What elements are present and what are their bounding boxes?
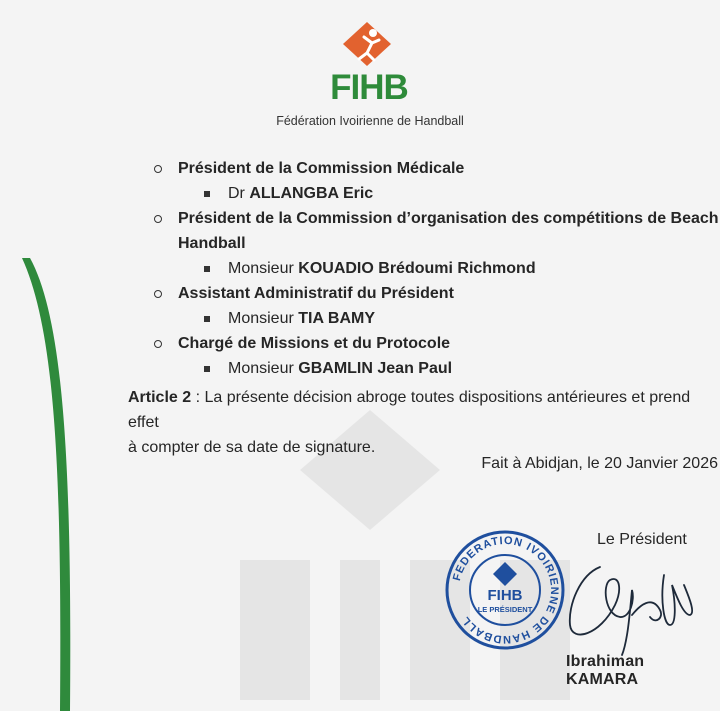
person-name: KOUADIO Brédoumi Richmond xyxy=(298,260,536,277)
person-name: GBAMLIN Jean Paul xyxy=(298,360,453,377)
document-body xyxy=(128,156,720,460)
person-title: Monsieur xyxy=(228,310,294,327)
person-title: Monsieur xyxy=(228,260,294,277)
stamp-inner-text: LE PRÉSIDENT xyxy=(477,605,533,614)
list-item xyxy=(128,331,720,356)
article-2 xyxy=(128,385,720,460)
official-stamp xyxy=(443,528,567,652)
person-title: Monsieur xyxy=(228,360,294,377)
stamp-center-text: FIHB xyxy=(487,587,523,604)
list-subitem xyxy=(128,256,720,281)
list-item xyxy=(128,206,720,231)
square-bullet-icon xyxy=(204,366,210,372)
stamp-outer-text: FEDERATION IVOIRIENNE DE HANDBALL xyxy=(450,534,561,646)
person-title: Dr xyxy=(228,185,245,202)
list-item xyxy=(128,281,720,306)
circle-bullet-icon xyxy=(154,165,162,173)
handwritten-signature xyxy=(560,555,710,665)
place-and-date: Fait à Abidjan, le 20 Janvier 2026 xyxy=(481,455,718,472)
green-side-stripe xyxy=(0,0,80,711)
square-bullet-icon xyxy=(204,316,210,322)
circle-bullet-icon xyxy=(154,215,162,223)
list-subitem xyxy=(128,306,720,331)
list-subitem xyxy=(128,356,720,381)
item-title: Assistant Administratif du Président xyxy=(178,285,454,302)
item-title: Président de la Commission d’organisation des compétitions de Beach xyxy=(178,210,719,227)
article-text-line2: à compter de sa date de signature. xyxy=(128,439,376,456)
item-title: Président de la Commission Médicale xyxy=(178,160,465,177)
fihb-logo xyxy=(323,22,415,102)
article-text-line1: : La présente décision abroge toutes dispositions antérieures et prend effet xyxy=(128,389,691,431)
federation-name: Fédération Ivoirienne de Handball xyxy=(276,114,464,128)
list-item xyxy=(128,156,720,181)
article-label: Article 2 xyxy=(128,389,192,406)
logo-text: FIHB xyxy=(330,68,408,102)
square-bullet-icon xyxy=(204,266,210,272)
list-subitem xyxy=(128,181,720,206)
signer-name: Ibrahiman KAMARA xyxy=(566,653,645,688)
circle-bullet-icon xyxy=(154,340,162,348)
circle-bullet-icon xyxy=(154,290,162,298)
item-title-continued: Handball xyxy=(178,235,246,252)
item-title: Chargé de Missions et du Protocole xyxy=(178,335,451,352)
signer-role: Le Président xyxy=(597,531,687,548)
person-name: ALLANGBA Eric xyxy=(249,185,374,202)
square-bullet-icon xyxy=(204,191,210,197)
person-name: TIA BAMY xyxy=(298,310,375,327)
